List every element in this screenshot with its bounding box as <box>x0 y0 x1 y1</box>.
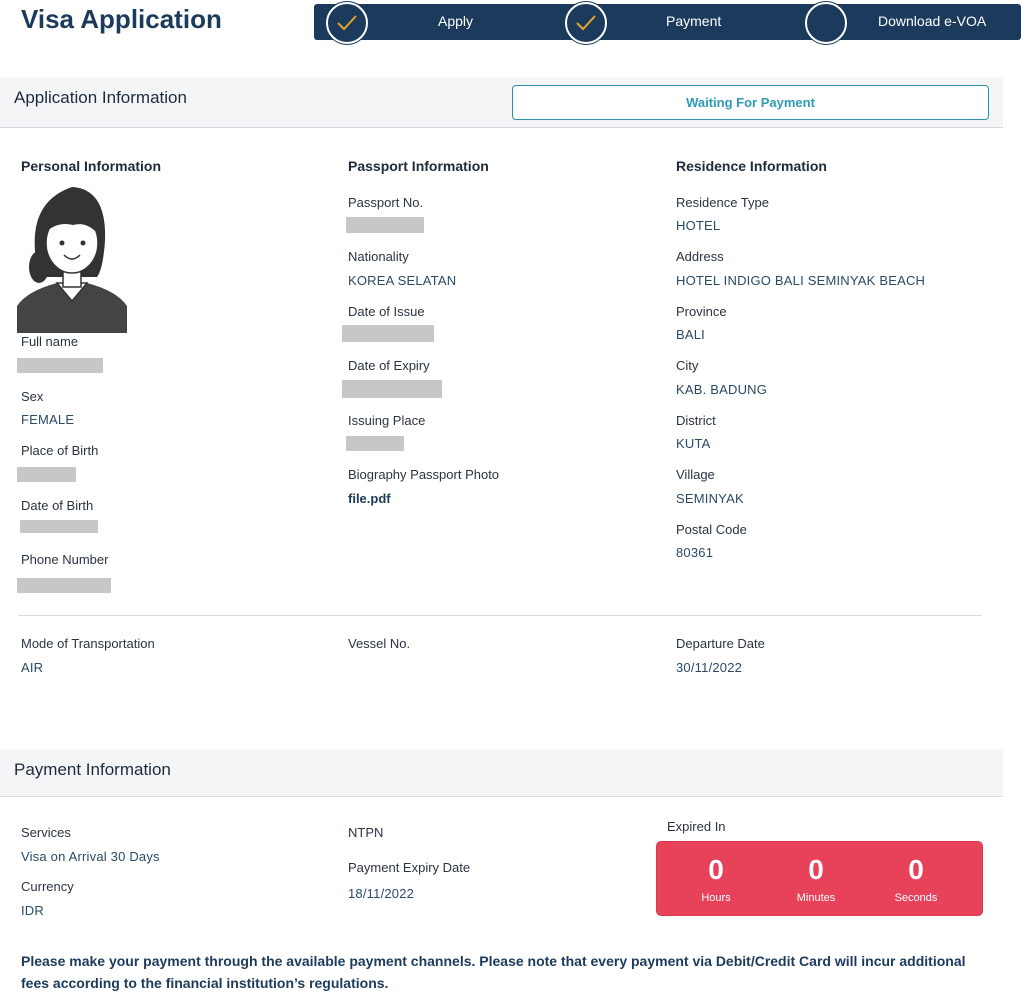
nationality-value: KOREA SELATAN <box>348 273 457 288</box>
timer-hours-label: Hours <box>701 892 731 904</box>
residence-type-value: HOTEL <box>676 218 721 233</box>
ntpn-label: NTPN <box>348 825 384 840</box>
nationality-label: Nationality <box>348 249 409 264</box>
step-download-label: Download e-VOA <box>878 13 987 29</box>
bio-photo-file-link[interactable]: file.pdf <box>348 491 391 506</box>
province-value: BALI <box>676 327 705 342</box>
application-info-header <box>0 77 1003 128</box>
personal-info-heading: Personal Information <box>21 158 162 174</box>
phone-label: Phone Number <box>21 552 109 567</box>
avatar <box>17 181 127 333</box>
payment-expiry-label: Payment Expiry Date <box>348 860 471 875</box>
currency-label: Currency <box>21 879 74 894</box>
phone-redacted <box>17 578 111 593</box>
passport-info-heading: Passport Information <box>348 158 489 174</box>
transport-mode-value: AIR <box>21 660 44 675</box>
city-value: KAB. BADUNG <box>676 382 768 397</box>
timer-seconds-label: Seconds <box>894 892 938 904</box>
residence-type-label: Residence Type <box>676 195 769 210</box>
vessel-no-label: Vessel No. <box>348 636 411 651</box>
timer-minutes-label: Minutes <box>796 892 836 904</box>
postal-code-value: 80361 <box>676 545 714 560</box>
payment-info-title: Payment Information <box>14 760 171 779</box>
district-label: District <box>676 413 716 428</box>
progress-stepper <box>314 4 1021 40</box>
issuing-place-label: Issuing Place <box>348 413 426 428</box>
village-value: SEMINYAK <box>676 491 744 506</box>
postal-code-label: Postal Code <box>676 522 747 537</box>
services-value: Visa on Arrival 30 Days <box>21 849 160 864</box>
services-label: Services <box>21 825 71 840</box>
countdown-timer <box>656 841 983 916</box>
address-label: Address <box>676 249 724 264</box>
payment-notice: Please make your payment through the available payment channels. Please note that every payment via Debit/Credit Card will incur additional fees according to the financial institution’s regulations. <box>21 953 966 991</box>
section-divider <box>18 615 982 616</box>
timer-hours-value: 0 <box>708 854 724 885</box>
page-title: Visa Application <box>21 4 222 34</box>
expired-in-label: Expired In <box>667 819 726 834</box>
village-label: Village <box>676 467 715 482</box>
step-payment-label: Payment <box>666 13 722 29</box>
date-of-issue-redacted <box>342 325 434 342</box>
payment-info-header <box>0 749 1003 797</box>
province-label: Province <box>676 304 727 319</box>
date-of-expiry-label: Date of Expiry <box>348 358 430 373</box>
full-name-redacted <box>17 358 103 373</box>
address-value: HOTEL INDIGO BALI SEMINYAK BEACH <box>676 273 926 288</box>
departure-date-value: 30/11/2022 <box>676 660 743 675</box>
sex-value: FEMALE <box>21 412 75 427</box>
application-info-title: Application Information <box>14 88 187 107</box>
place-of-birth-redacted <box>17 467 76 482</box>
passport-no-redacted <box>346 217 424 233</box>
full-name-label: Full name <box>21 334 79 349</box>
payment-expiry-value: 18/11/2022 <box>348 886 415 901</box>
step-apply-check-icon <box>326 2 368 44</box>
passport-no-label: Passport No. <box>348 195 424 210</box>
step-payment-check-icon <box>565 2 607 44</box>
issuing-place-redacted <box>346 436 404 451</box>
step-apply-label: Apply <box>438 13 474 29</box>
sex-label: Sex <box>21 389 44 404</box>
status-badge: Waiting For Payment <box>512 85 989 120</box>
timer-seconds-value: 0 <box>908 854 924 885</box>
bio-photo-label: Biography Passport Photo <box>348 467 500 482</box>
residence-info-heading: Residence Information <box>676 158 827 174</box>
city-label: City <box>676 358 699 373</box>
date-of-expiry-redacted <box>342 380 442 398</box>
step-download-circle-icon <box>805 2 847 44</box>
place-of-birth-label: Place of Birth <box>21 443 99 458</box>
date-of-birth-redacted <box>20 520 98 533</box>
timer-minutes-value: 0 <box>808 854 824 885</box>
date-of-issue-label: Date of Issue <box>348 304 425 319</box>
district-value: KUTA <box>676 436 711 451</box>
transport-mode-label: Mode of Transportation <box>21 636 155 651</box>
date-of-birth-label: Date of Birth <box>21 498 94 513</box>
departure-date-label: Departure Date <box>676 636 765 651</box>
currency-value: IDR <box>21 903 44 918</box>
